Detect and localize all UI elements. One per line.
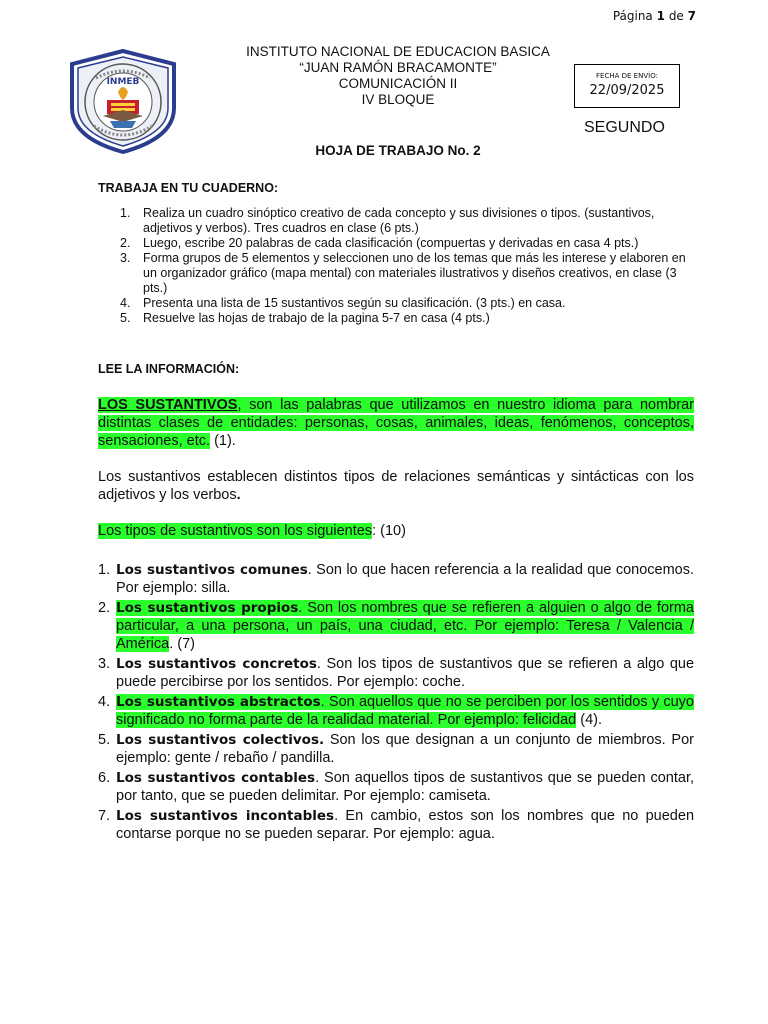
relations-paragraph: Los sustantivos establecen distintos tipos de relaciones semánticas y sintácticas con los adjetivos y los verbos. xyxy=(98,469,694,503)
logo-acronym: INMEB xyxy=(106,77,140,87)
school-header xyxy=(200,44,596,108)
types-intro-ref: : (10) xyxy=(372,523,406,539)
school-logo-icon xyxy=(66,48,180,154)
type-item: 5. Los sustantivos colectivos. Son los que designan a un conjunto de miembros. Por ejemplo: gente / rebaño / pandilla. xyxy=(98,732,694,766)
type-item: 6. Los sustantivos contables. Son aquellos tipos de sustantivos que se pueden contar, por tanto, que se pueden delimitar. Por ejemplo: camiseta. xyxy=(98,770,694,804)
fecha-envio-box xyxy=(574,64,680,108)
fecha-envio-label: FECHA DE ENVÍO: xyxy=(596,72,658,80)
definition-body: , son las palabras que utilizamos en nuestro idioma para nombrar distintas clases de entidades: personas, cosas, animales, ideas, fenómenos, conceptos, sensaciones, etc. xyxy=(98,397,694,449)
grade-label: SEGUNDO xyxy=(584,119,665,136)
type-item: 7. Los sustantivos incontables. En cambio, estos son los nombres que no pueden contarse porque no se pueden separar. Por ejemplo: agua. xyxy=(98,808,695,842)
task-list xyxy=(98,206,694,326)
sheet-title: HOJA DE TRABAJO No. 2 xyxy=(315,143,481,158)
types-intro xyxy=(98,522,694,540)
type-item: 1. Los sustantivos comunes. Son lo que hacen referencia a la realidad que conocemos. Por ejemplo: silla. xyxy=(98,562,694,596)
page-label: Página xyxy=(612,9,653,23)
types-intro-text: Los tipos de sustantivos son los siguientes xyxy=(98,523,373,539)
types-list xyxy=(98,561,694,845)
section-heading-lee: LEE LA INFORMACIÓN: xyxy=(98,362,240,376)
definition-highlight xyxy=(98,397,694,449)
task-item: 4. Presenta una lista de 15 sustantivos según su clasificación. (3 pts.) en casa. xyxy=(120,296,566,310)
definition-paragraph xyxy=(98,396,694,450)
school-name: INSTITUTO NACIONAL DE EDUCACION BASICA xyxy=(246,44,550,59)
school-patron: “JUAN RAMÓN BRACAMONTE” xyxy=(299,60,497,75)
task-item: 5. Resuelve las hojas de trabajo de la pagina 5-7 en casa (4 pts.) xyxy=(120,311,490,325)
definition-term: LOS SUSTANTIVOS xyxy=(98,397,238,413)
current-page: 1 xyxy=(656,9,665,23)
definition-ref: (1). xyxy=(210,433,236,449)
bloque: IV BLOQUE xyxy=(361,92,435,107)
total-pages: 7 xyxy=(687,9,696,23)
course-name: COMUNICACIÓN II xyxy=(338,76,458,91)
type-item: 3. Los sustantivos concretos. Son los tipos de sustantivos que se refieren a algo que puede percibirse por los sentidos. Por ejemplo: coche. xyxy=(98,656,695,690)
page-of: de xyxy=(668,9,684,23)
task-item: 1. Realiza un cuadro sinóptico creativo de cada concepto y sus divisiones o tipos. (sustantivos, adjetivos y verbos). Tres cuadros en clase (6 pts.) xyxy=(120,206,655,235)
fecha-envio-value: 22/09/2025 xyxy=(589,83,665,98)
page-indicator xyxy=(613,9,696,23)
task-item: 3. Forma grupos de 5 elementos y seleccionen uno de los temas que más les interese y elaboren en un organizador gráfico (mapa mental) con materiales ilustrativos y diseños creativos, en clase (3 pts.) xyxy=(120,251,686,295)
section-heading-cuaderno: TRABAJA EN TU CUADERNO: xyxy=(98,181,279,195)
type-item: 2. Los sustantivos propios. Son los nombres que se refieren a alguien o algo de forma particular, a una persona, un país, una ciudad, etc. Por ejemplo: Teresa / Valencia / América. (7) xyxy=(98,600,694,652)
type-item: 4. Los sustantivos abstractos. Son aquellos que no se perciben por los sentidos y cuyo significado no forma parte de la realidad material. Por ejemplo: felicidad (4). xyxy=(98,694,694,728)
task-item: 2. Luego, escribe 20 palabras de cada clasificación (compuertas y derivadas en casa 4 pts.) xyxy=(120,236,639,250)
